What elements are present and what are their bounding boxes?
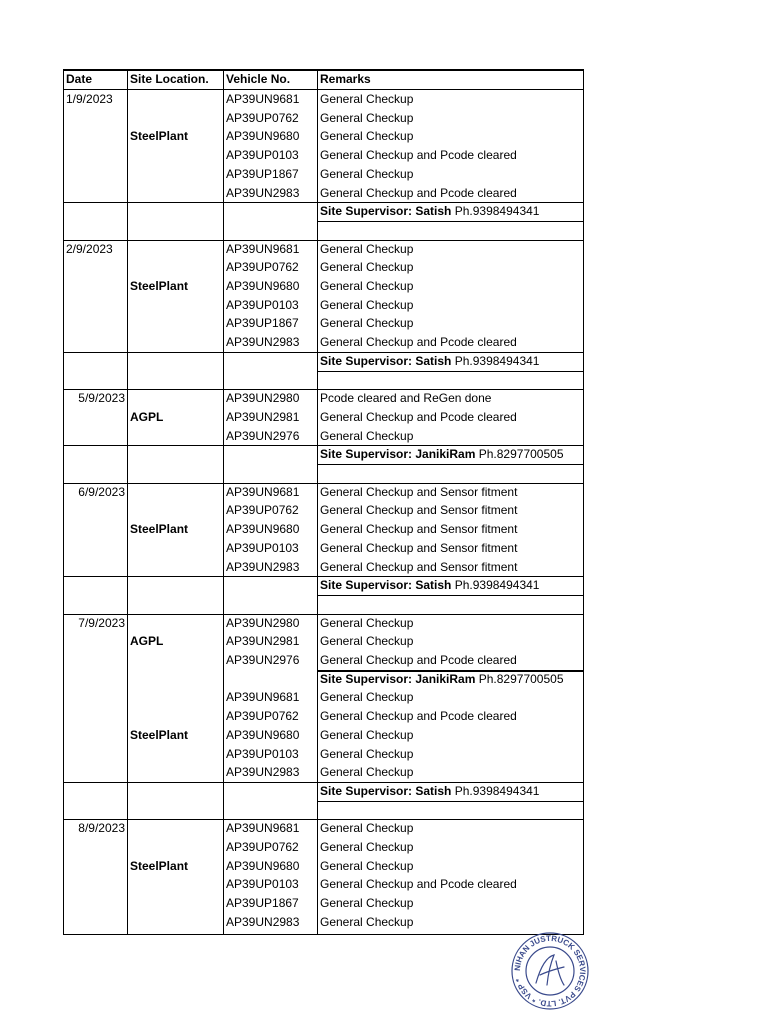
vehicle-no-cell: AP39UP0103 xyxy=(226,746,299,761)
remarks-cell: General Checkup xyxy=(320,92,414,106)
group-end-border xyxy=(63,240,584,241)
vehicle-no-cell: AP39UN9680 xyxy=(226,727,300,742)
vehicle-no-cell: AP39UN9681 xyxy=(226,821,300,836)
supervisor-underline xyxy=(317,801,583,802)
vehicle-no-cell: AP39UN9681 xyxy=(226,484,300,499)
site-location-cell: AGPL xyxy=(130,409,164,424)
vehicle-service-log-table xyxy=(63,69,584,935)
remarks-cell: General Checkup and Pcode cleared xyxy=(320,653,517,667)
col-border-right xyxy=(583,69,584,935)
remarks-cell: General Checkup and Sensor fitment xyxy=(320,503,518,518)
col-border-left xyxy=(63,69,64,935)
remarks-cell: General Checkup and Sensor fitment xyxy=(320,559,518,574)
remarks-cell: General Checkup xyxy=(320,746,414,761)
vehicle-no-cell: AP39UN2981 xyxy=(226,409,300,424)
site-supervisor-line xyxy=(320,670,564,689)
supervisor-name: Satish xyxy=(415,783,452,798)
site-location-cell: SteelPlant xyxy=(130,858,189,873)
supervisor-label: Site Supervisor: xyxy=(320,783,416,798)
vehicle-no-cell: AP39UN9681 xyxy=(226,690,300,705)
vehicle-no-cell: AP39UP0103 xyxy=(226,148,299,163)
remarks-cell: General Checkup xyxy=(320,129,414,144)
vehicle-no-cell: AP39UN9680 xyxy=(226,858,300,873)
remarks-cell: General Checkup xyxy=(320,166,414,181)
supervisor-underline xyxy=(317,464,583,465)
site-location-cell: SteelPlant xyxy=(130,522,189,537)
vehicle-no-cell: AP39UN9680 xyxy=(226,129,300,144)
vehicle-no-cell: AP39UP0762 xyxy=(226,260,299,275)
vehicle-no-cell: AP39UN2980 xyxy=(226,615,300,630)
vehicle-no-cell: AP39UN2983 xyxy=(226,335,300,350)
date-cell: 2/9/2023 xyxy=(66,241,113,256)
group-end-border xyxy=(63,819,584,820)
site-location-cell: SteelPlant xyxy=(130,279,189,293)
supervisor-phone: Ph.9398494341 xyxy=(451,353,540,368)
vehicle-no-cell: AP39UN9680 xyxy=(226,522,300,537)
remarks-cell: General Checkup and Pcode cleared xyxy=(320,185,517,200)
group-divider xyxy=(63,352,584,353)
remarks-cell: General Checkup xyxy=(320,615,414,630)
remarks-cell: General Checkup and Pcode cleared xyxy=(320,148,517,163)
group-end-border xyxy=(63,483,584,484)
group-divider xyxy=(63,202,584,203)
vehicle-no-cell: AP39UN2983 xyxy=(226,559,300,574)
group-end-border xyxy=(63,389,584,390)
supervisor-name: Satish xyxy=(415,578,452,593)
supervisor-phone: Ph.8297700505 xyxy=(475,447,564,462)
remarks-cell: General Checkup xyxy=(320,690,414,705)
supervisor-phone: Ph.9398494341 xyxy=(451,578,540,593)
group-end-border xyxy=(63,614,584,615)
site-location-cell: AGPL xyxy=(130,634,164,649)
group-divider xyxy=(63,782,584,783)
supervisor-phone: Ph.8297700505 xyxy=(475,671,564,686)
supervisor-underline xyxy=(317,595,583,596)
remarks-cell: General Checkup xyxy=(320,241,414,256)
supervisor-name: Satish xyxy=(415,353,452,368)
supervisor-label: Site Supervisor: xyxy=(320,204,416,219)
supervisor-name: Satish xyxy=(415,204,452,219)
vehicle-no-cell: AP39UN2983 xyxy=(226,185,300,200)
header-site-location: Site Location. xyxy=(130,72,209,86)
group-divider xyxy=(63,576,584,577)
site-location-cell: SteelPlant xyxy=(130,129,189,144)
date-cell: 7/9/2023 xyxy=(78,615,125,630)
stamp-ring-text: NIHAN JUSTRUCK SERVICES PVT. LTD. * VSP * xyxy=(512,933,588,1009)
vehicle-no-cell: AP39UN9681 xyxy=(226,92,300,106)
remarks-cell: General Checkup xyxy=(320,727,414,742)
header-vehicle-no: Vehicle No. xyxy=(226,72,291,86)
site-supervisor-line xyxy=(320,782,539,801)
vehicle-no-cell: AP39UP0762 xyxy=(226,110,299,125)
site-supervisor-line xyxy=(320,576,539,595)
date-cell: 8/9/2023 xyxy=(78,821,125,836)
subgroup-divider xyxy=(317,670,583,672)
supervisor-label: Site Supervisor: xyxy=(320,447,416,462)
vehicle-no-cell: AP39UP0103 xyxy=(226,297,299,312)
supervisor-name: JanikiRam xyxy=(415,447,476,462)
remarks-cell: General Checkup xyxy=(320,765,414,780)
vehicle-no-cell: AP39UN2976 xyxy=(226,428,300,443)
vehicle-no-cell: AP39UP1867 xyxy=(226,316,299,331)
remarks-cell: General Checkup xyxy=(320,428,414,443)
site-supervisor-line xyxy=(320,352,539,371)
header-remarks: Remarks xyxy=(320,72,371,86)
remarks-cell: General Checkup xyxy=(320,634,414,649)
col-border-1 xyxy=(127,69,128,935)
vehicle-no-cell: AP39UP0103 xyxy=(226,540,299,555)
remarks-cell: Pcode cleared and ReGen done xyxy=(320,391,492,406)
date-cell: 6/9/2023 xyxy=(78,484,125,499)
date-cell: 5/9/2023 xyxy=(78,391,125,406)
group-divider xyxy=(63,445,584,446)
remarks-cell: General Checkup xyxy=(320,840,414,854)
vehicle-no-cell: AP39UP1867 xyxy=(226,166,299,181)
supervisor-label: Site Supervisor: xyxy=(320,671,416,686)
date-cell: 1/9/2023 xyxy=(66,92,113,106)
company-seal-stamp xyxy=(510,931,590,1011)
remarks-cell: General Checkup xyxy=(320,297,414,312)
vehicle-no-cell: AP39UN2980 xyxy=(226,391,300,406)
site-supervisor-line xyxy=(320,202,539,221)
supervisor-underline xyxy=(317,371,583,372)
supervisor-label: Site Supervisor: xyxy=(320,353,416,368)
vehicle-no-cell: AP39UP1867 xyxy=(226,896,299,911)
supervisor-phone: Ph.9398494341 xyxy=(451,783,540,798)
header-date: Date xyxy=(66,72,93,86)
supervisor-name: JanikiRam xyxy=(415,671,476,686)
vehicle-no-cell: AP39UN9680 xyxy=(226,279,300,293)
vehicle-no-cell: AP39UN2983 xyxy=(226,914,300,929)
col-border-2 xyxy=(223,69,224,935)
remarks-cell: General Checkup xyxy=(320,821,414,836)
vehicle-no-cell: AP39UP0762 xyxy=(226,840,299,854)
supervisor-underline xyxy=(317,221,583,222)
supervisor-label: Site Supervisor: xyxy=(320,578,416,593)
vehicle-no-cell: AP39UN2981 xyxy=(226,634,300,649)
vehicle-no-cell: AP39UN2983 xyxy=(226,765,300,780)
supervisor-phone: Ph.9398494341 xyxy=(451,204,540,219)
vehicle-no-cell: AP39UN2976 xyxy=(226,653,300,667)
site-supervisor-line xyxy=(320,445,564,464)
remarks-cell: General Checkup xyxy=(320,316,414,331)
remarks-cell: General Checkup and Pcode cleared xyxy=(320,709,517,724)
remarks-cell: General Checkup and Sensor fitment xyxy=(320,540,518,555)
site-location-cell: SteelPlant xyxy=(130,727,189,742)
remarks-cell: General Checkup and Sensor fitment xyxy=(320,522,518,537)
remarks-cell: General Checkup xyxy=(320,914,414,929)
remarks-cell: General Checkup and Pcode cleared xyxy=(320,877,517,892)
remarks-cell: General Checkup and Pcode cleared xyxy=(320,335,517,350)
remarks-cell: General Checkup and Sensor fitment xyxy=(320,484,518,499)
remarks-cell: General Checkup and Pcode cleared xyxy=(320,409,517,424)
col-border-3 xyxy=(317,69,318,935)
vehicle-no-cell: AP39UN9681 xyxy=(226,241,300,256)
vehicle-no-cell: AP39UP0762 xyxy=(226,503,299,518)
remarks-cell: General Checkup xyxy=(320,279,414,293)
table-bottom-border xyxy=(63,934,584,935)
vehicle-no-cell: AP39UP0103 xyxy=(226,877,299,892)
vehicle-no-cell: AP39UP0762 xyxy=(226,709,299,724)
remarks-cell: General Checkup xyxy=(320,260,414,275)
remarks-cell: General Checkup xyxy=(320,858,414,873)
remarks-cell: General Checkup xyxy=(320,896,414,911)
remarks-cell: General Checkup xyxy=(320,110,414,125)
